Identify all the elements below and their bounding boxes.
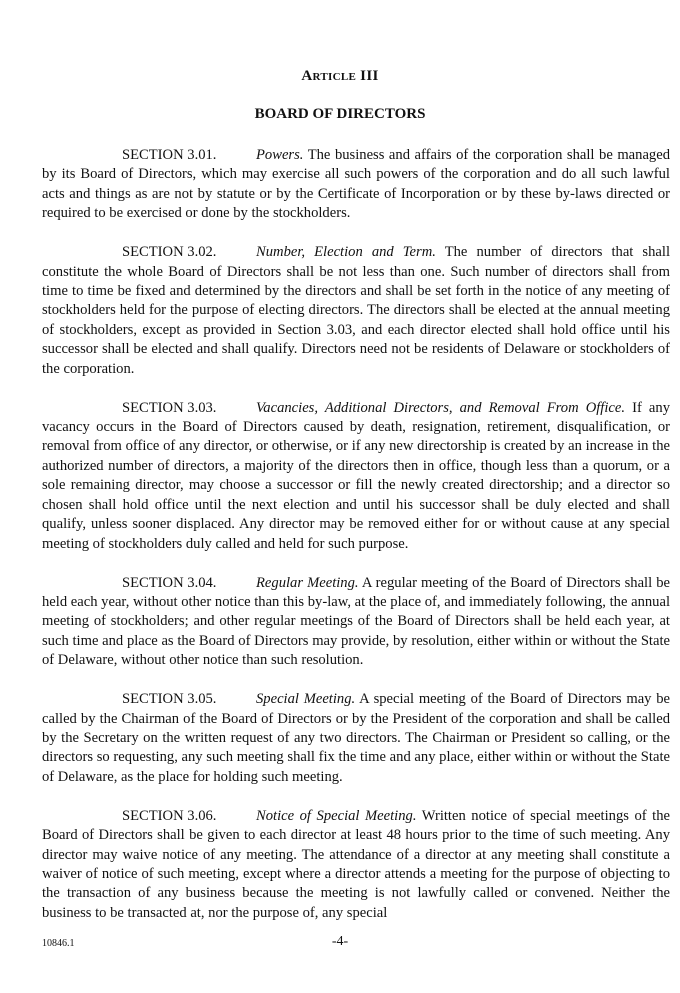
section-title: Vacancies, Additional Directors, and Removal From Office. [256,399,626,416]
section-3-05 [42,690,670,787]
section-title: Notice of Special Meeting. [256,807,417,824]
section-number: SECTION 3.06. [122,807,217,824]
section-title: Special Meeting. [256,691,356,708]
section-title: Powers. [256,147,304,163]
section-number: SECTION 3.02. [122,244,217,261]
article-heading: BOARD OF DIRECTORS [254,106,426,122]
section-number: SECTION 3.05. [122,691,217,708]
section-title: Regular Meeting. [256,574,359,591]
section-text: A special meeting of the Board of Directors may be called by the Chairman of the Board of Directors or by the President of the corporation and shall be called by the Secretary on the written request of any two directors. The Chairman or President so calling, or the directors so requesting, any such meeting shall fix the time and any place, either within or without the State of Delaware, as the place for holding such meeting. [42,691,670,785]
section-number: SECTION 3.01. [122,147,217,163]
document-body [42,146,670,943]
article-title: Article III [301,68,379,84]
section-number: SECTION 3.04. [122,574,217,591]
section-3-04 [42,574,670,671]
section-title: Number, Election and Term. [256,244,436,261]
section-text: Written notice of special meetings of the Board of Directors shall be given to each director at least 48 hours prior to the time of such meeting. Any director may waive notice of any meeting. The attendance of a director at any meeting shall constitute a waiver of notice of such meeting, except where a director attends a meeting for the purpose of objecting to the transaction of any business because the meeting is not lawfully called or convened. Neither the business to be transacted at, nor the purpose of, any special [42,807,670,921]
section-text: The business and affairs of the corporation shall be managed by its Board of Directors, which may exercise all such powers of the corporation and do all such lawful acts and things as are not by statute or by the Certificate of Incorporation or by these by-laws directed or required to be exercised or done by the stockholders. [42,147,671,222]
footer-document-id: 10846.1 [42,938,75,949]
section-number: SECTION 3.03. [122,399,217,416]
section-3-03 [42,399,670,554]
footer-page-number: -4- [331,934,349,949]
section-3-06 [42,807,670,923]
section-text: A regular meeting of the Board of Directors shall be held each year, without other notice than this by-law, at the place of, and immediately following, the annual meeting of stockholders; and other regular meetings of the Board of Directors shall be held each year, at such time and place as the Board of Directors may provide, by resolution, either within or without the State of Delaware, without other notice than such resolution. [42,574,670,669]
section-3-01 [42,146,670,224]
section-3-02 [42,243,670,379]
section-text: The number of directors that shall constitute the whole Board of Directors shall be not less than one. Such number of directors shall from time to time be fixed and determined by the directors and shall be set forth in the notice of any meeting of stockholders held for the purpose of electing directors. The directors shall be elected at the annual meeting of stockholders, except as provided in Section 3.03, and each director elected shall hold office until his successor shall be elected and shall qualify. Directors need not be residents of Delaware or stockholders of the corporation. [42,244,670,377]
section-text: If any vacancy occurs in the Board of Directors caused by death, resignation, retirement, disqualification, or removal from office of any director, or otherwise, or if any new directorship is created by an increase in the authorized number of directors, a majority of the directors then in office, though less than a quorum, or a sole remaining director, may choose a successor or fill the newly created directorship; and a director so chosen shall hold office until the next election and until his successor shall be duly elected and shall qualify, unless sooner displaced. Any director may be removed either for or without cause at any special meeting of stockholders duly called and held for such purpose. [42,399,670,552]
